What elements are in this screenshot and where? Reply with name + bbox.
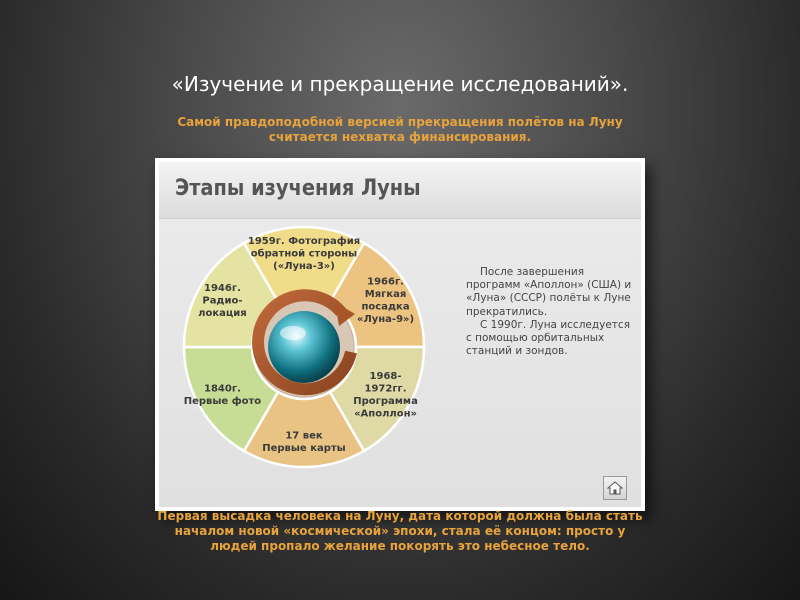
slide-footer: Первая высадка человека на Луну, дата которой должна была стать началом новой «космической» эпохи, стала её концом: просто у людей пропало желание покорять это небесное тело.: [157, 509, 643, 553]
side-note-paragraph-2: С 1990г. Луна исследуется с помощью орбитальных станций и зондов.: [466, 318, 631, 358]
panel-heading: Этапы изучения Луны: [175, 176, 421, 201]
stage-label: 1966г. Мягкая посадка «Луна-9»): [356, 276, 415, 326]
home-icon: [607, 480, 623, 496]
sphere-highlight: [280, 326, 306, 340]
home-button[interactable]: [603, 476, 627, 500]
stages-panel-inner: [159, 162, 641, 507]
side-note-paragraph-1: После завершения программ «Аполлон» (США) и «Луна» (СССР) полёты к Луне прекратились.: [466, 266, 632, 318]
center-sphere: [268, 311, 340, 383]
stage-label: 17 век Первые карты: [262, 430, 346, 454]
stage-label: 1968-1972гг. Программа «Аполлон»: [353, 370, 418, 420]
slide-subtitle: Самой правдоподобной версией прекращения полётов на Луну считается нехватка финансирования.: [177, 115, 623, 144]
center-emblem: [254, 295, 355, 397]
side-note: [466, 266, 638, 358]
stages-panel: [155, 158, 645, 511]
stage-label: 1840г. Первые фото: [183, 383, 262, 407]
stage-label: 1946г. Радио-локация: [198, 282, 247, 319]
stage-label: 1959г. Фотография обратной стороны («Луна-3»): [247, 235, 361, 272]
slide-title: «Изучение и прекращение исследований».: [171, 72, 629, 96]
